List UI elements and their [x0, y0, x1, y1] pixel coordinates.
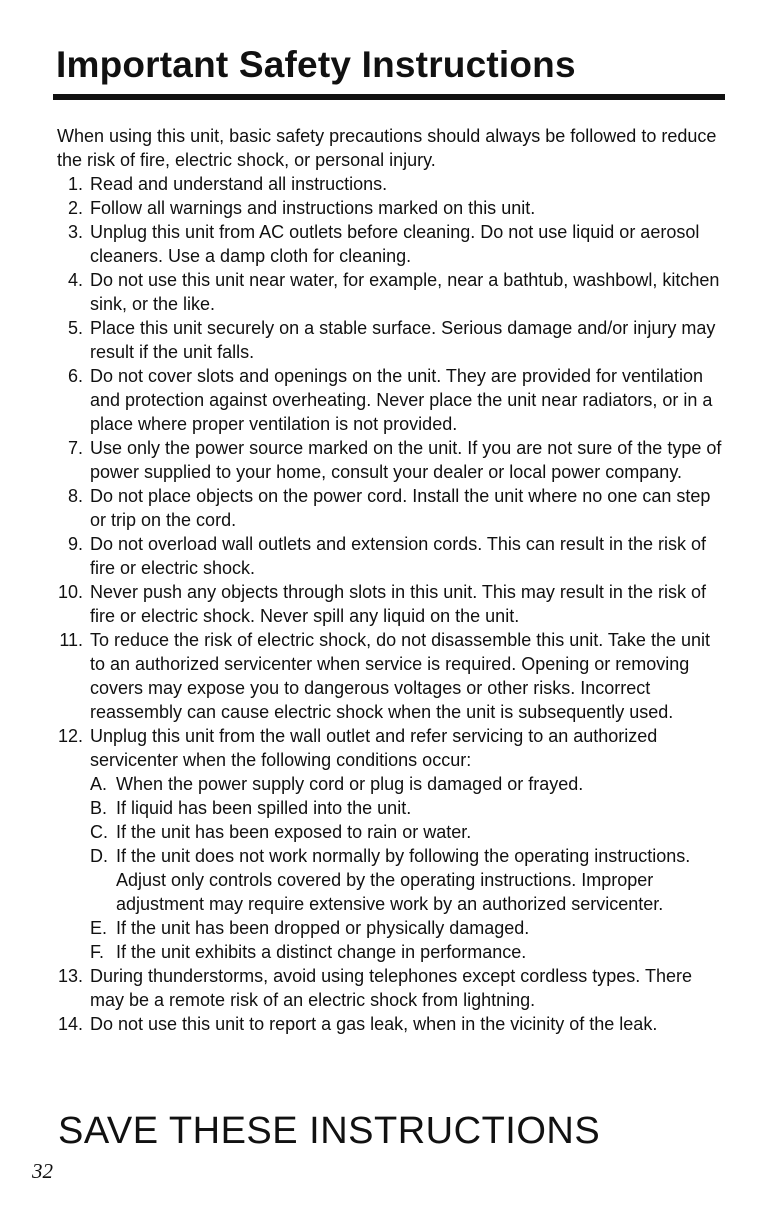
instruction-item [57, 364, 727, 436]
instruction-item [57, 724, 727, 964]
item-number: 13. [57, 966, 83, 986]
item-text: To reduce the risk of electric shock, do not disassemble this unit. Take the unit to an authorized servicenter when service is required. Opening or removing covers may expose you to dangerous voltages or other risks. Incorrect reassembly can cause electric shock when the unit is subsequently used. [90, 630, 710, 722]
condition-item [90, 916, 727, 940]
instruction-item [57, 172, 727, 196]
item-number: 10. [57, 582, 83, 602]
condition-text: When the power supply cord or plug is damaged or frayed. [116, 774, 584, 794]
condition-text: If the unit has been exposed to rain or water. [116, 822, 472, 842]
instruction-item [57, 220, 727, 268]
instruction-item [57, 580, 727, 628]
instruction-item [57, 532, 727, 580]
condition-item [90, 796, 727, 820]
item-number: 5. [67, 318, 83, 338]
item-text: During thunderstorms, avoid using telephones except cordless types. There may be a remote risk of an electric shock from lightning. [90, 966, 692, 1010]
instruction-item [57, 484, 727, 532]
page-number: 32 [32, 1159, 53, 1183]
item-text: Unplug this unit from AC outlets before cleaning. Do not use liquid or aerosol cleaners. Use a damp cloth for cleaning. [90, 222, 700, 266]
item-text: Follow all warnings and instructions marked on this unit. [90, 198, 536, 218]
intro-paragraph: When using this unit, basic safety precautions should always be followed to reduce the risk of fire, electric shock, or personal injury. [57, 126, 717, 170]
item-number: 12. [57, 726, 83, 746]
instruction-item [57, 196, 727, 220]
item-number: 14. [57, 1014, 83, 1034]
condition-letter: B. [90, 798, 108, 818]
condition-letter: F. [90, 942, 105, 962]
item-number: 7. [67, 438, 83, 458]
item-text: Do not use this unit to report a gas leak, when in the vicinity of the leak. [90, 1014, 658, 1034]
condition-text: If the unit has been dropped or physically damaged. [116, 918, 530, 938]
item-text: Do not cover slots and openings on the unit. They are provided for ventilation and protection against overheating. Never place the unit near radiators, or in a place where proper ventilation is not provided. [90, 366, 713, 434]
condition-text: If the unit exhibits a distinct change in performance. [116, 942, 527, 962]
item-text: Do not use this unit near water, for example, near a bathtub, washbowl, kitchen sink, or the like. [90, 270, 720, 314]
save-instructions-heading: SAVE THESE INSTRUCTIONS [58, 1110, 601, 1152]
item-number: 1. [67, 174, 83, 194]
condition-text: If the unit does not work normally by following the operating instructions. Adjust only controls covered by the operating instructions. Improper adjustment may require extensive work by an authorized servicenter. [116, 846, 691, 914]
item-number: 3. [67, 222, 83, 242]
item-number: 4. [67, 270, 83, 290]
instructions-body [57, 124, 727, 1036]
item-number: 11. [59, 630, 83, 650]
condition-letter: C. [90, 822, 108, 842]
condition-letter: D. [90, 846, 108, 866]
item-text: Place this unit securely on a stable surface. Serious damage and/or injury may result if the unit falls. [90, 318, 716, 362]
item-number: 6. [67, 366, 83, 386]
title-underline [53, 94, 725, 100]
condition-item [90, 820, 727, 844]
item-text: Do not overload wall outlets and extension cords. This can result in the risk of fire or electric shock. [90, 534, 706, 578]
instruction-item [57, 316, 727, 364]
condition-text: If liquid has been spilled into the unit. [116, 798, 412, 818]
item-number: 2. [67, 198, 83, 218]
item-text: Unplug this unit from the wall outlet and refer servicing to an authorized servicenter when the following conditions occur: [90, 726, 658, 770]
condition-letter: A. [90, 774, 108, 794]
instruction-item [57, 628, 727, 724]
condition-letter: E. [90, 918, 108, 938]
item-number: 9. [67, 534, 83, 554]
instructions-list [57, 172, 727, 1036]
instruction-item [57, 268, 727, 316]
item-text: Never push any objects through slots in this unit. This may result in the risk of fire or electric shock. Never spill any liquid on the unit. [90, 582, 706, 626]
condition-item [90, 940, 727, 964]
instruction-item [57, 1012, 727, 1036]
page-title: Important Safety Instructions [56, 44, 576, 85]
condition-item [90, 844, 727, 916]
condition-list [90, 772, 727, 964]
item-text: Use only the power source marked on the unit. If you are not sure of the type of power supplied to your home, consult your dealer or local power company. [90, 438, 722, 482]
item-text: Read and understand all instructions. [90, 174, 388, 194]
item-text: Do not place objects on the power cord. Install the unit where no one can step or trip on the cord. [90, 486, 711, 530]
item-number: 8. [67, 486, 83, 506]
instruction-item [57, 964, 727, 1012]
condition-item [90, 772, 727, 796]
instruction-item [57, 436, 727, 484]
